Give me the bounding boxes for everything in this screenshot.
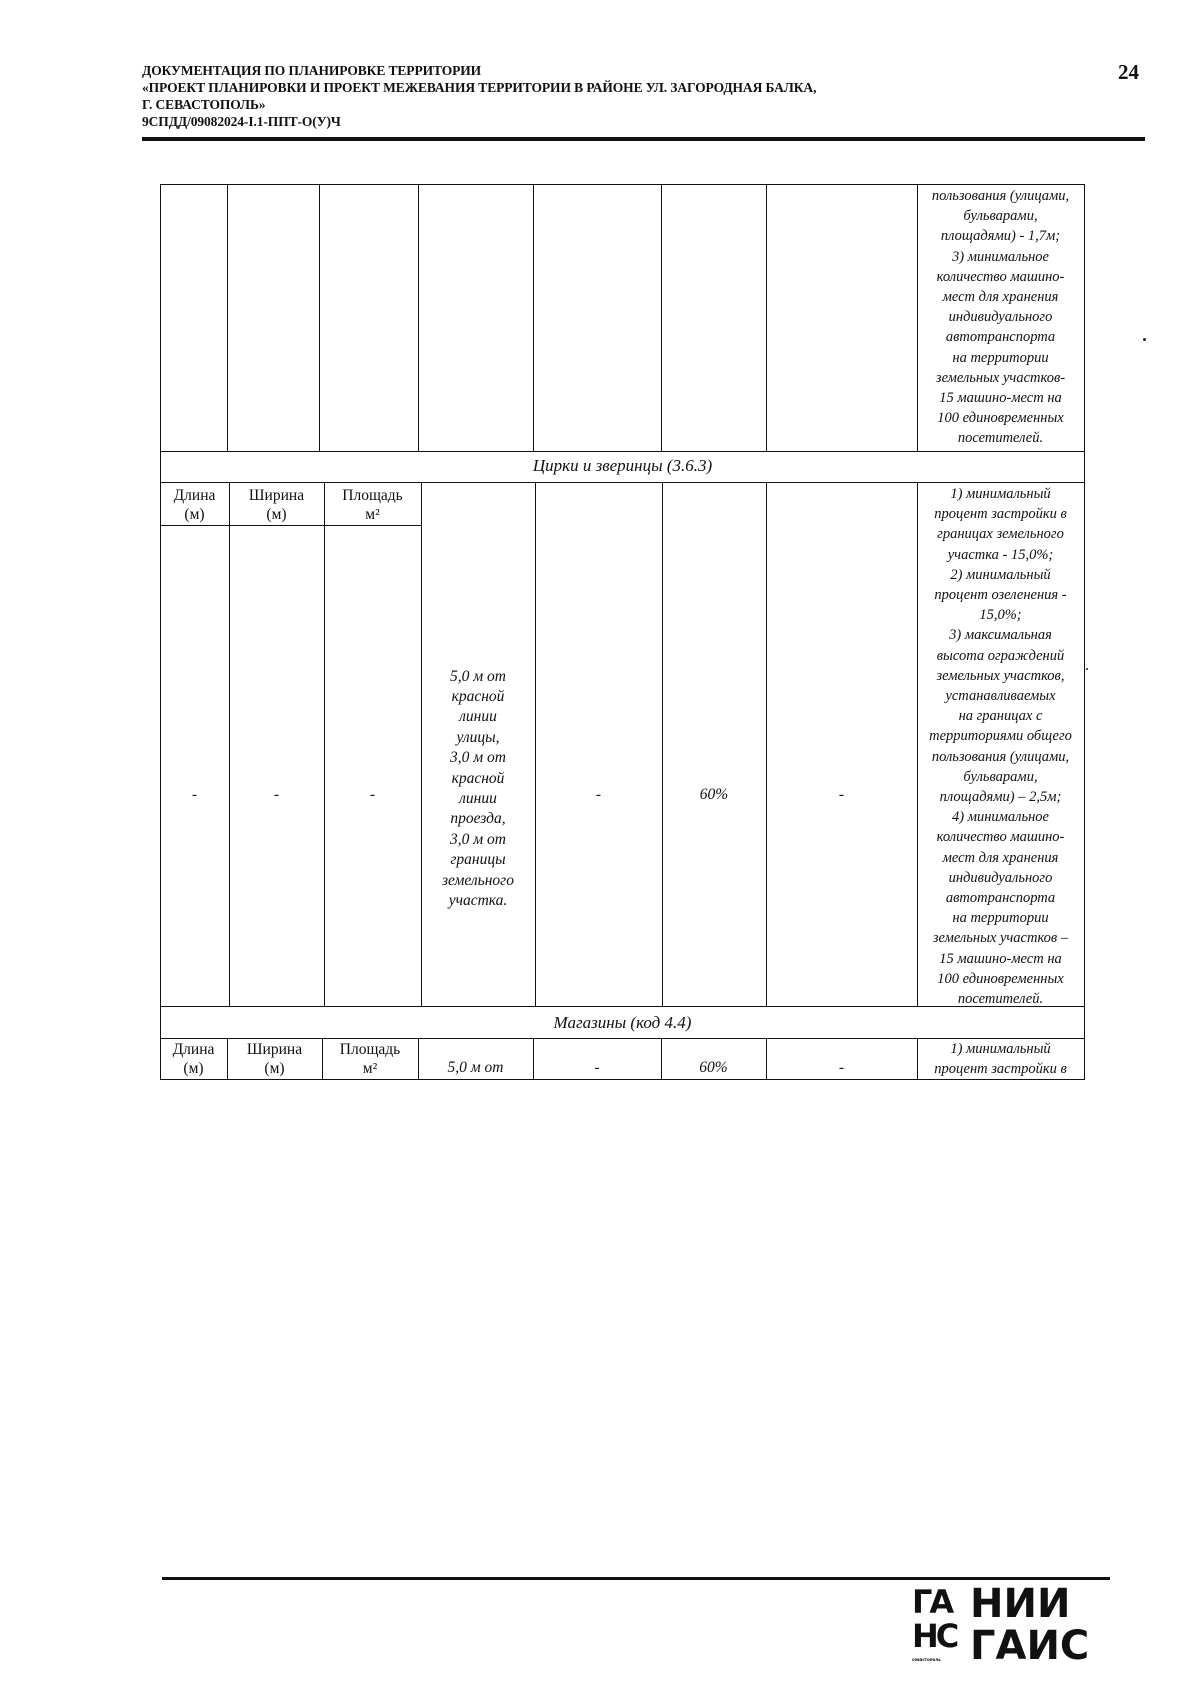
col-header-area-unit: м² [362,1060,378,1077]
section-title-shops: Магазины (код 4.4) [553,1013,692,1032]
col-header-width [229,486,324,524]
section2-coverage: 60% [699,1059,728,1076]
col-divider [324,482,325,1006]
header-line-1: ДОКУМЕНТАЦИЯ ПО ПЛАНИРОВКЕ ТЕРРИТОРИИ [142,63,482,78]
logo-text [970,1583,1089,1667]
col-divider [766,184,767,451]
section1-width: - [273,786,280,803]
section1-other: - [838,786,845,803]
section1-area: - [369,786,376,803]
document-header [142,62,1042,130]
col-header-length-unit: (м) [183,1060,204,1077]
table-left-border [160,184,161,1079]
requirements-continued: пользования (улицами, бульварами, площадями) - 1,7м; 3) минимальное количество машино- мест для хранения индивидуального автотранспорта на территории земельных участков- 15 машино-мест на 100 единовременных посетителей. [931,188,1070,447]
section1-coverage: 60% [699,786,729,803]
section1-length: - [191,786,198,803]
header-sub-divider [160,525,421,526]
col-header-width-unit: (м) [264,1060,285,1077]
col-divider [227,184,228,451]
scan-speck [1086,668,1088,670]
col-header-length-label: Длина [172,1041,215,1058]
document-code: 9СПДД/09082024-I.1-ППТ-О(У)Ч [142,114,341,129]
section-title-circuses: Цирки и зверинцы (3.6.3) [532,456,713,475]
col-header-width-label: Ширина [246,1041,303,1058]
col-header-length-unit: (м) [184,506,205,523]
col-divider [661,184,662,451]
nii-gais-logo [912,1581,1132,1669]
col-header-width-label: Ширина [248,487,305,504]
scan-speck [1143,338,1146,341]
col-divider [229,482,230,1006]
page-number: 24 [1118,60,1139,84]
section2-setback: 5,0 м от [447,1059,504,1076]
logo-text-line-2: ГАИС [970,1623,1090,1669]
header-line-3: Г. СЕВАСТОПОЛЬ» [142,97,266,112]
logo-small-caption: севастополь [912,1657,941,1662]
col-header-width-unit: (м) [266,506,287,523]
row-divider [160,451,1085,452]
col-divider [533,184,534,451]
section2-requirements: 1) минимальный процент застройки в [934,1041,1067,1078]
logo-text-line-1: НИИ [970,1581,1071,1627]
col-header-length-label: Длина [173,487,216,504]
col-divider [418,184,419,451]
col-header-area [324,486,421,524]
col-header-area-unit: м² [365,506,380,523]
section1-setback: 5,0 м от красной линии улицы, 3,0 м от красной линии проезда, 3,0 м от границы земельного участка. [442,667,514,910]
row-divider [160,482,1085,483]
section2-other: - [838,1059,845,1076]
col-header-length [160,1040,227,1078]
col-header-width [227,1040,322,1078]
header-rule [142,137,1145,141]
col-divider [319,184,320,451]
col-header-area [322,1040,418,1078]
section1-floors: - [595,786,602,803]
col-header-area-label: Площадь [342,487,403,504]
logo-mark: ГА НС [912,1583,957,1655]
col-divider [766,482,767,1006]
header-line-2: «ПРОЕКТ ПЛАНИРОВКИ И ПРОЕКТ МЕЖЕВАНИЯ ТЕРРИТОРИИ В РАЙОНЕ УЛ. ЗАГОРОДНАЯ БАЛКА, [142,80,817,95]
table-top-border [160,184,1085,185]
col-header-area-label: Площадь [339,1041,401,1058]
footer-rule [162,1577,1110,1580]
col-divider [662,482,663,1006]
col-divider [535,482,536,1006]
section1-requirements: 1) минимальный процент застройки в границах земельного участка - 15,0%; 2) минимальный процент озеленения - 15,0%; 3) максимальная высота ограждений земельных участков, устанавливаемых на границах с территориями общего пользования (улицами, бульварами, площадями) – 2,5м; 4) минимальное количество машино- мест для хранения индивидуального автотранспорта на территории земельных участков – 15 машино-мест на 100 единовременных посетителей. [929,486,1072,1008]
section2-floors: - [594,1059,600,1076]
table-right-border [1084,184,1085,1079]
col-header-length [160,486,229,524]
